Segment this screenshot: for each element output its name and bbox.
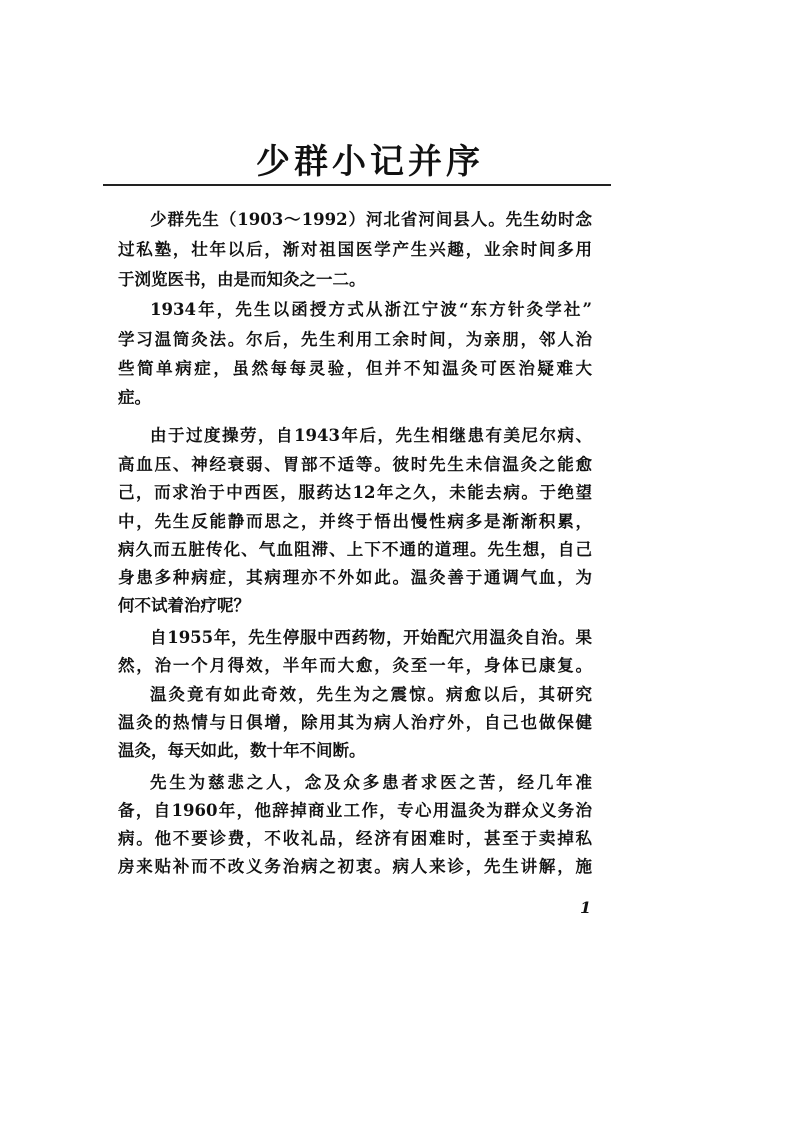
text-line: 病久而五脏传化、气血阻滞、上下不通的道理。先生想，自己 xyxy=(118,540,592,559)
text-line: 然，治一个月得效，半年而大愈，灸至一年，身体已康复。 xyxy=(118,656,592,675)
text-line: 病。他不要诊费，不收礼品，经济有困难时，甚至于卖掉私 xyxy=(118,829,592,848)
text-line: 1934年，先生以函授方式从浙江宁波“东方针灸学社” xyxy=(150,300,592,319)
page-title: 少群小记并序 xyxy=(256,142,484,182)
text-line: 房来贴补而不改义务治病之初衷。病人来诊，先生讲解，施 xyxy=(118,857,592,876)
text-line: 温灸，每天如此，数十年不间断。 xyxy=(118,741,366,760)
text-line: 温灸的热情与日俱增，除用其为病人治疗外，自己也做保健 xyxy=(118,713,592,732)
text-line: 温灸竟有如此奇效，先生为之震惊。病愈以后，其研究 xyxy=(150,685,592,704)
text-line: 中，先生反能静而思之，并终于悟出慢性病多是渐渐积累， xyxy=(118,512,592,531)
text-line: 症。 xyxy=(118,388,151,407)
text-line: 备，自1960年，他辞掉商业工作，专心用温灸为群众义务治 xyxy=(118,801,592,820)
text-line: 何不试着治疗呢？ xyxy=(118,596,250,615)
text-line: 由于过度操劳，自1943年后，先生相继患有美尼尔病、 xyxy=(150,426,592,445)
text-line: 学习温筒灸法。尔后，先生利用工余时间，为亲朋，邻人治 xyxy=(118,330,592,349)
text-line: 自1955年，先生停服中西药物，开始配穴用温灸自治。果 xyxy=(150,628,592,647)
text-line: 少群先生（1903～1992）河北省河间县人。先生幼时念 xyxy=(150,210,592,229)
page-number: 1 xyxy=(580,898,592,917)
text-line: 己，而求治于中西医，服药达12年之久，未能去病。于绝望 xyxy=(118,483,592,502)
text-line: 于浏览医书，由是而知灸之一二。 xyxy=(118,270,366,289)
text-line: 些简单病症，虽然每每灵验，但并不知温灸可医治疑难大 xyxy=(118,359,592,378)
text-line: 高血压、神经衰弱、胃部不适等。彼时先生未信温灸之能愈 xyxy=(118,455,592,474)
text-line: 身患多种病症，其病理亦不外如此。温灸善于通调气血，为 xyxy=(118,568,592,587)
text-line: 过私塾，壮年以后，渐对祖国医学产生兴趣，业余时间多用 xyxy=(118,240,592,259)
text-line: 先生为慈悲之人，念及众多患者求医之苦，经几年准 xyxy=(150,773,592,792)
title-divider xyxy=(103,184,611,186)
